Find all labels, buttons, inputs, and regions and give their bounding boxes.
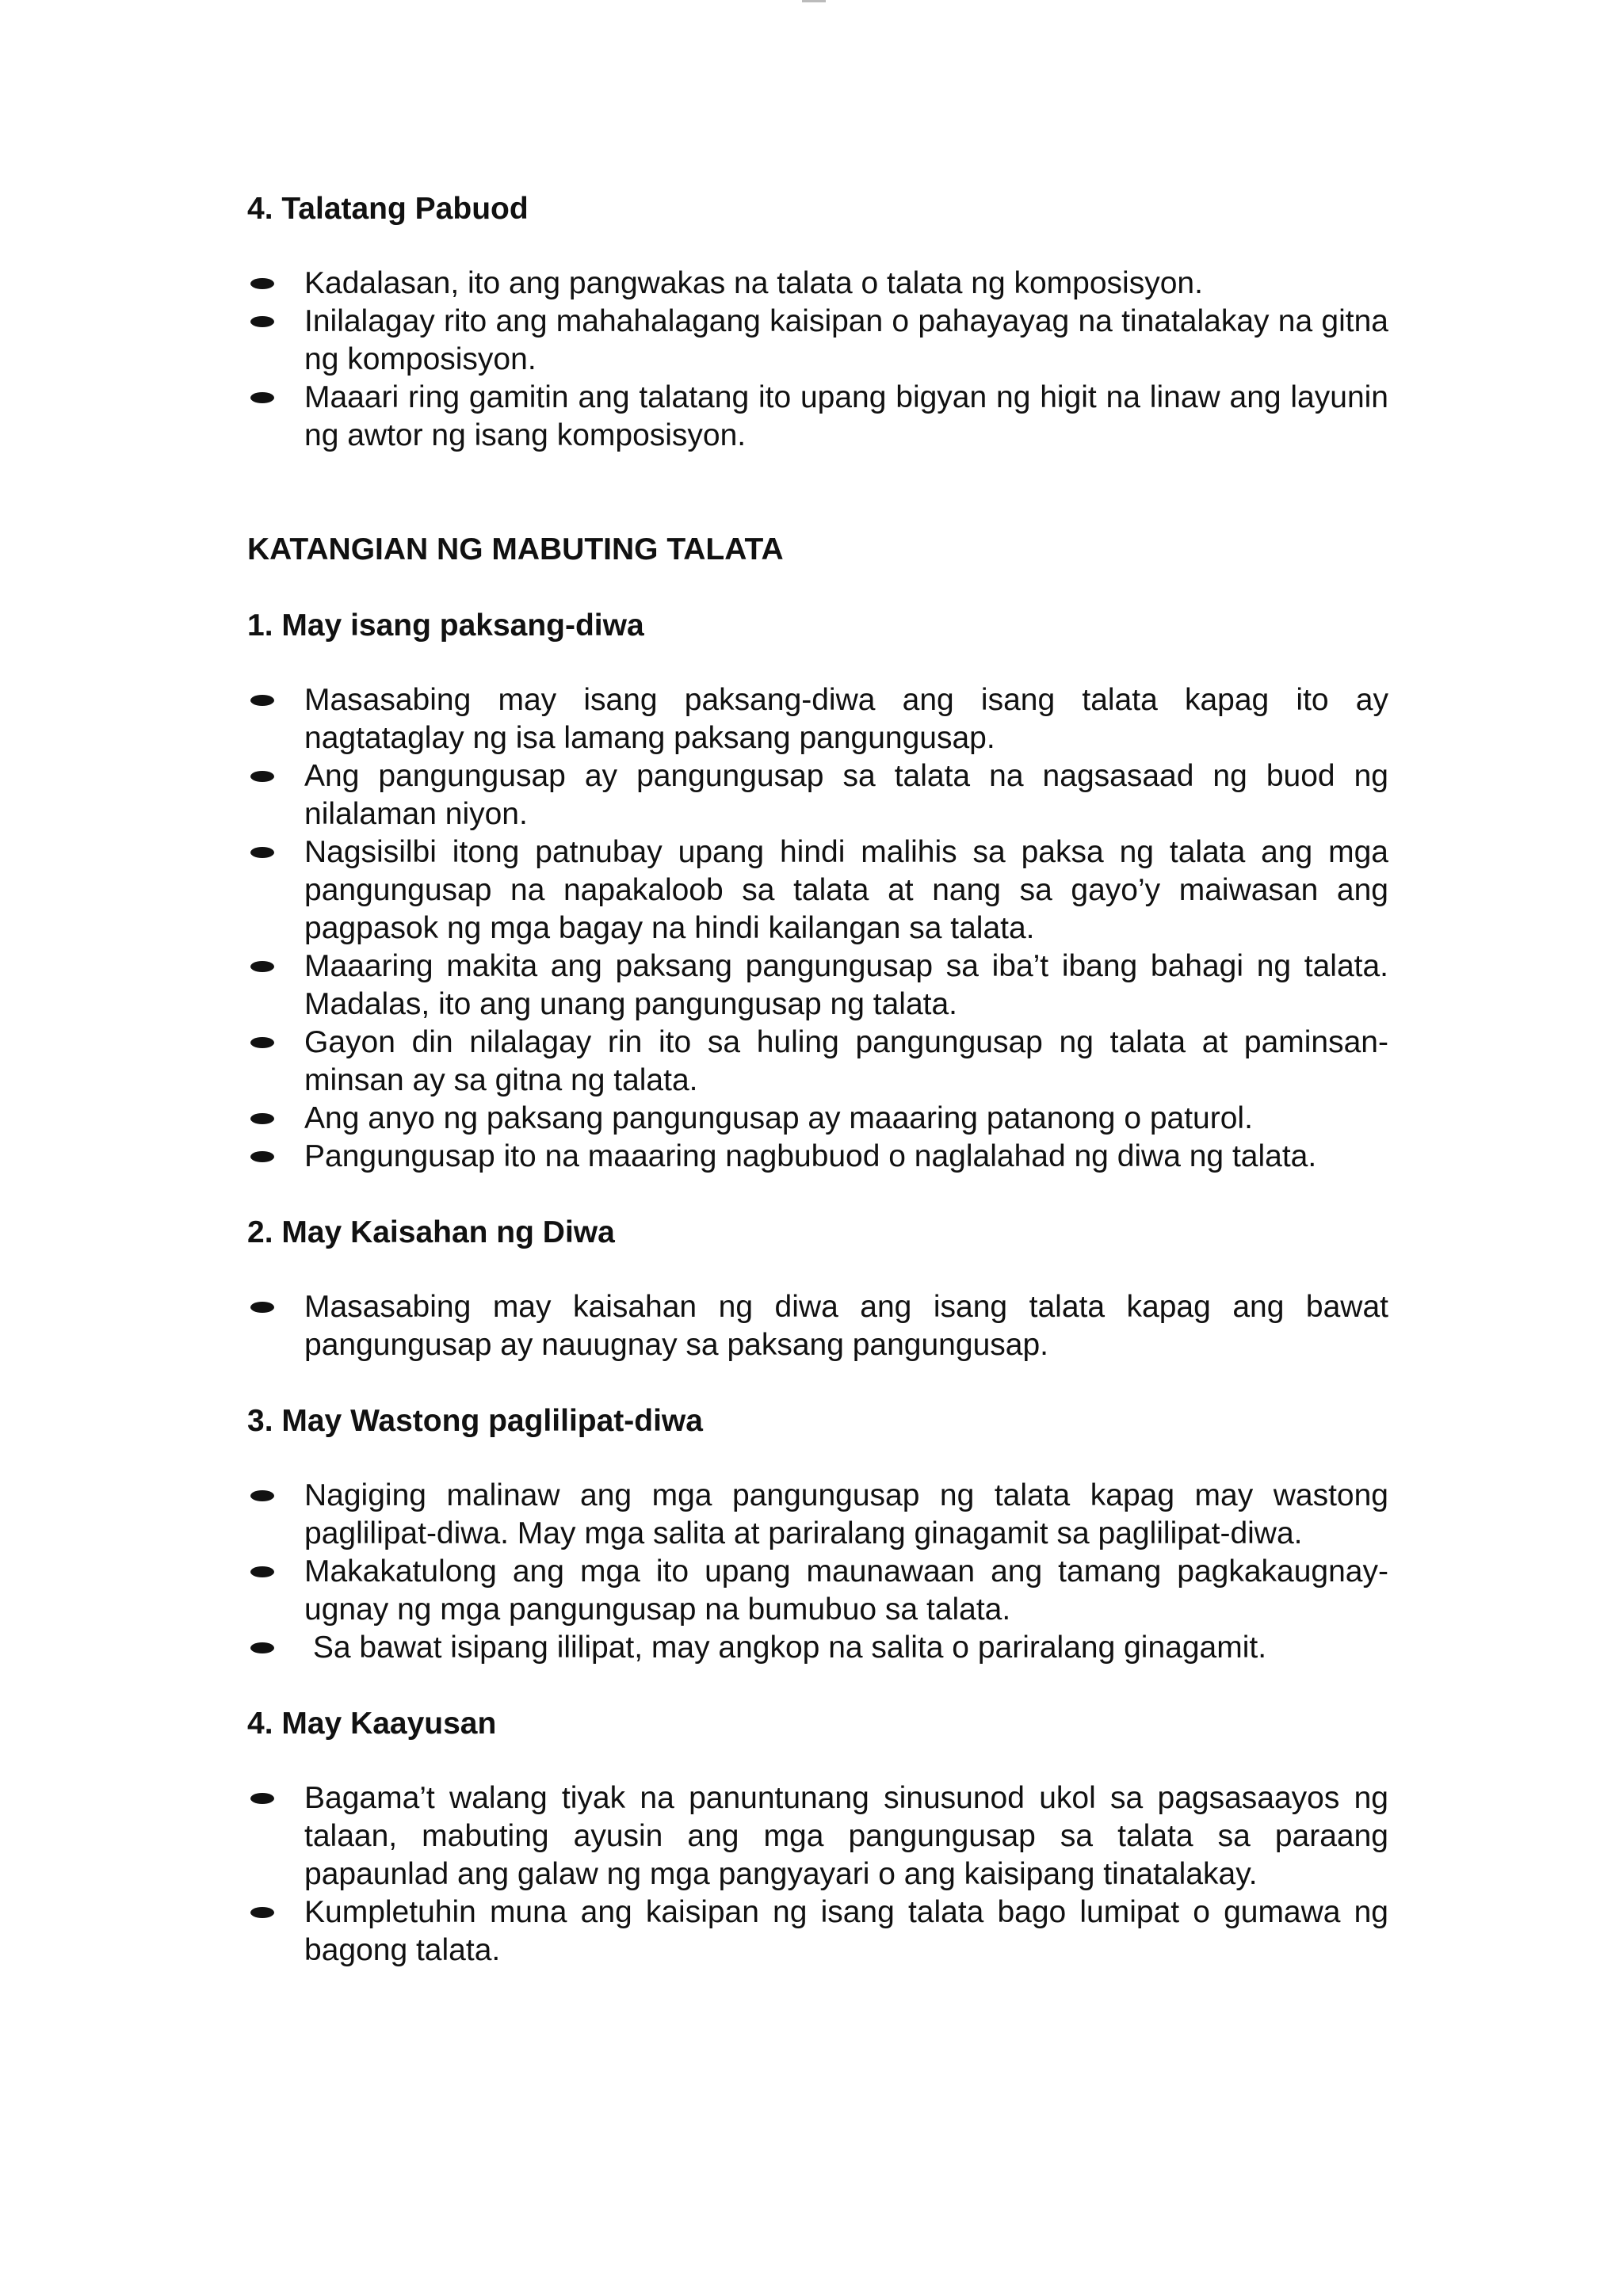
list-item [247, 1024, 1388, 1100]
bullet-icon [250, 1490, 274, 1501]
list-item [247, 1629, 1388, 1667]
list-item-text: Ang pangungusap ay pangungusap sa talata na nagsasaad ng buod ng nilalaman niyon. [304, 759, 1388, 831]
list-item-text: Inilalagay rito ang mahahalagang kaisipan o pahayayag na tinatalakay na gitna ng komposisyon. [304, 304, 1388, 376]
list-item [247, 303, 1388, 379]
list-item-text: Ang anyo ng paksang pangungusap ay maaaring patanong o paturol. [304, 1101, 1253, 1135]
list-item [247, 1477, 1388, 1553]
spacer [247, 1667, 1388, 1705]
list-item [247, 379, 1388, 455]
list-item-text: Maaari ring gamitin ang talatang ito upang bigyan ng higit na linaw ang layunin ng awtor ng isang komposisyon. [304, 380, 1388, 452]
spacer [247, 455, 1388, 531]
bullet-icon [250, 847, 274, 858]
spacer [247, 1743, 1388, 1779]
list-item-text: Bagama’t walang tiyak na panuntunang sinusunod ukol sa pagsasaayos ng talaan, mabuting ayusin ang mga pangungusap sa talata sa paraang papaunlad ang galaw ng mga pangyayari o ang kaisipang tinatalakay. [304, 1781, 1388, 1891]
bullet-icon [250, 1151, 274, 1162]
spacer [247, 645, 1388, 681]
bullet-list-characteristic-4 [247, 1779, 1388, 1970]
bullet-icon [250, 1037, 274, 1048]
bullet-icon [250, 1113, 274, 1124]
bullet-icon [250, 771, 274, 782]
bullet-icon [250, 1642, 274, 1653]
list-item-text: Maaaring makita ang paksang pangungusap sa iba’t ibang bahagi ng talata. Madalas, ito ang unang pangungusap ng talata. [304, 949, 1388, 1021]
spacer [247, 1364, 1388, 1402]
list-item [247, 681, 1388, 757]
list-item-text: Masasabing may kaisahan ng diwa ang isang talata kapag ang bawat pangungusap ay nauugnay sa paksang pangungusap. [304, 1290, 1388, 1362]
list-item [247, 757, 1388, 833]
list-item-text: Sa bawat isipang ililipat, may angkop na salita o pariralang ginagamit. [304, 1630, 1267, 1665]
bullet-icon [250, 1907, 274, 1918]
spacer [247, 569, 1388, 607]
bullet-list-talatang-pabuod [247, 265, 1388, 455]
main-title: KATANGIAN NG MABUTING TALATA [247, 532, 784, 566]
list-item [247, 1100, 1388, 1138]
bullet-list-characteristic-3 [247, 1477, 1388, 1667]
spacer [247, 228, 1388, 265]
characteristic-heading-1: 1. May isang paksang-diwa [247, 608, 644, 643]
list-item [247, 1894, 1388, 1970]
list-item-text: Makakatulong ang mga ito upang maunawaan ang tamang pagkakaugnay-ugnay ng mga pangungusap na bumubuo sa talata. [304, 1554, 1388, 1627]
bullet-icon [250, 695, 274, 706]
list-item-text: Masasabing may isang paksang-diwa ang isang talata kapag ito ay nagtataglay ng isa lamang paksang pangungusap. [304, 683, 1388, 755]
characteristic-heading-3: 3. May Wastong paglilipat-diwa [247, 1404, 703, 1438]
document-page [247, 190, 1388, 1970]
spacer [247, 1440, 1388, 1477]
bullet-icon [250, 1793, 274, 1804]
characteristic-heading-4: 4. May Kaayusan [247, 1707, 497, 1741]
bullet-icon [250, 1302, 274, 1313]
bullet-list-characteristic-2 [247, 1288, 1388, 1364]
list-item-text: Kumpletuhin muna ang kaisipan ng isang talata bago lumipat o gumawa ng bagong talata. [304, 1895, 1388, 1967]
spacer [247, 1252, 1388, 1288]
list-item-text: Gayon din nilalagay rin ito sa huling pangungusap ng talata at paminsan-minsan ay sa gitna ng talata. [304, 1025, 1388, 1097]
list-item-text: Pangungusap ito na maaaring nagbubuod o naglalahad ng diwa ng talata. [304, 1139, 1317, 1173]
list-item [247, 1288, 1388, 1364]
list-item [247, 1553, 1388, 1629]
bullet-icon [250, 316, 274, 327]
bullet-list-characteristic-1 [247, 681, 1388, 1176]
list-item [247, 265, 1388, 303]
bullet-icon [250, 961, 274, 972]
list-item-text: Nagsisilbi itong patnubay upang hindi malihis sa paksa ng talata ang mga pangungusap na napakaloob sa talata at nang sa gayo’y maiwasan ang pagpasok ng mga bagay na hindi kailangan sa talata. [304, 835, 1388, 945]
bullet-icon [250, 392, 274, 403]
list-item [247, 1138, 1388, 1176]
list-item-text: Nagiging malinaw ang mga pangungusap ng talata kapag may wastong paglilipat-diwa. May mga salita at pariralang ginagamit sa paglilipat-diwa. [304, 1478, 1388, 1550]
characteristic-heading-2: 2. May Kaisahan ng Diwa [247, 1215, 615, 1249]
section-heading-talatang-pabuod: 4. Talatang Pabuod [247, 192, 529, 226]
list-item [247, 833, 1388, 948]
bullet-icon [250, 278, 274, 289]
list-item-text: Kadalasan, ito ang pangwakas na talata o talata ng komposisyon. [304, 266, 1203, 300]
list-item [247, 948, 1388, 1024]
spacer [247, 1176, 1388, 1214]
bullet-icon [250, 1566, 274, 1577]
page-top-mark [802, 0, 826, 2]
list-item [247, 1779, 1388, 1894]
